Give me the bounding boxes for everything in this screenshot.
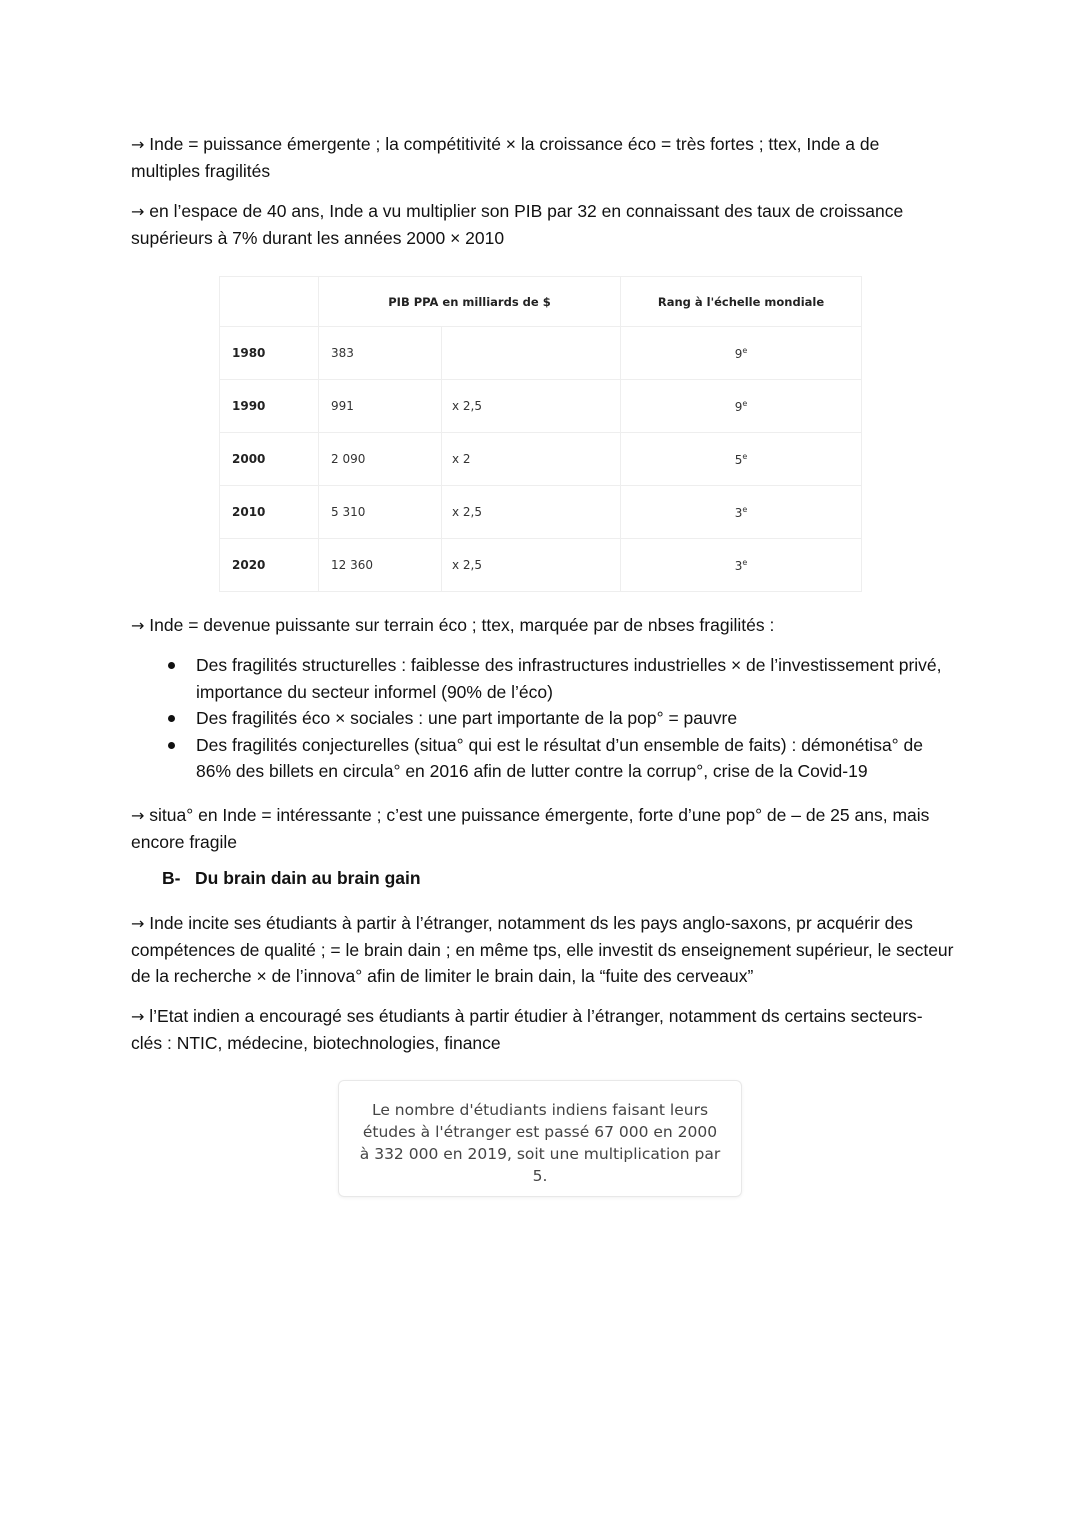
gdp-cell: 5 310 bbox=[319, 486, 442, 539]
section-title: Du brain dain au brain gain bbox=[195, 868, 421, 888]
table-header-empty bbox=[220, 277, 319, 327]
rank-number: 9 bbox=[734, 346, 743, 361]
paragraph-text: en l’espace de 40 ans, Inde a vu multiplier son PIB par 32 en connaissant des taux de croissance supérieurs à 7% durant les années 2000 × 2010 bbox=[131, 201, 904, 248]
arrow-icon: → bbox=[131, 1007, 145, 1026]
table-header-row bbox=[220, 277, 862, 327]
arrow-icon: → bbox=[131, 135, 145, 154]
year-cell: 2020 bbox=[220, 539, 319, 592]
paragraph-brain-drain bbox=[131, 910, 961, 989]
rank-suffix: e bbox=[742, 557, 748, 567]
rank-number: 3 bbox=[734, 558, 743, 573]
table-header-gdp: PIB PPA en milliards de $ bbox=[319, 277, 621, 327]
list-item: Des fragilités conjecturelles (situa° qui est le résultat d’un ensemble de faits) : démonétisa° de 86% des billets en circula° en 2016 afin de lutter contre la corrup°, crise de la Covid-19 bbox=[131, 732, 951, 785]
rank-cell bbox=[621, 486, 862, 539]
year-cell: 2010 bbox=[220, 486, 319, 539]
year-cell: 1990 bbox=[220, 380, 319, 433]
arrow-icon: → bbox=[131, 914, 145, 933]
multiplier-cell: x 2,5 bbox=[442, 380, 621, 433]
rank-suffix: e bbox=[742, 398, 748, 408]
arrow-icon: → bbox=[131, 616, 145, 635]
gdp-cell: 12 360 bbox=[319, 539, 442, 592]
rank-number: 5 bbox=[734, 452, 743, 467]
rank-suffix: e bbox=[742, 504, 748, 514]
paragraph-text: l’Etat indien a encouragé ses étudiants à partir étudier à l’étranger, notamment ds certains secteurs-clés : NTIC, médecine, biotechnologies, finance bbox=[131, 1006, 923, 1053]
rank-suffix: e bbox=[742, 451, 748, 461]
list-item: Des fragilités structurelles : faiblesse des infrastructures industrielles × de l’investissement privé, importance du secteur informel (90% de l’éco) bbox=[131, 652, 951, 705]
year-cell: 2000 bbox=[220, 433, 319, 486]
rank-cell bbox=[621, 380, 862, 433]
table-header-rank: Rang à l'échelle mondiale bbox=[621, 277, 862, 327]
paragraph-text: Inde = puissance émergente ; la compétitivité × la croissance éco = très fortes ; ttex, Inde a de multiples fragilités bbox=[131, 134, 880, 181]
table-row bbox=[220, 433, 862, 486]
table-row bbox=[220, 327, 862, 380]
rank-suffix: e bbox=[742, 345, 748, 355]
table-row bbox=[220, 539, 862, 592]
arrow-icon: → bbox=[131, 806, 145, 825]
student-stat-box: Le nombre d'étudiants indiens faisant leurs études à l'étranger est passé 67 000 en 2000 à 332 000 en 2019, soit une multiplication par 5. bbox=[338, 1080, 742, 1197]
multiplier-cell: x 2 bbox=[442, 433, 621, 486]
multiplier-cell: x 2,5 bbox=[442, 486, 621, 539]
paragraph-situation bbox=[131, 802, 951, 855]
paragraph-text: situa° en Inde = intéressante ; c’est une puissance émergente, forte d’une pop° de – de 25 ans, mais encore fragile bbox=[131, 805, 930, 852]
gdp-table bbox=[219, 276, 862, 592]
fragilities-list bbox=[131, 652, 951, 785]
paragraph-fragilities bbox=[131, 612, 951, 639]
list-item: Des fragilités éco × sociales : une part importante de la pop° = pauvre bbox=[131, 705, 951, 732]
multiplier-cell: x 2,5 bbox=[442, 539, 621, 592]
section-heading bbox=[162, 868, 421, 889]
paragraph-text: Inde incite ses étudiants à partir à l’étranger, notamment ds les pays anglo-saxons, pr acquérir des compétences de qualité ; = le brain dain ; en même tps, elle investit ds enseignement supérieur, le secteur de la recherche × de l’innova° afin de limiter le brain dain, la “fuite des cerveaux” bbox=[131, 913, 954, 986]
rank-number: 9 bbox=[734, 399, 743, 414]
paragraph-state bbox=[131, 1003, 951, 1056]
section-letter: B- bbox=[162, 868, 181, 888]
rank-cell bbox=[621, 539, 862, 592]
table-row bbox=[220, 380, 862, 433]
paragraph-intro bbox=[131, 131, 951, 184]
gdp-cell: 991 bbox=[319, 380, 442, 433]
arrow-icon: → bbox=[131, 202, 145, 221]
year-cell: 1980 bbox=[220, 327, 319, 380]
rank-cell bbox=[621, 433, 862, 486]
table-row bbox=[220, 486, 862, 539]
gdp-cell: 2 090 bbox=[319, 433, 442, 486]
paragraph-text: Inde = devenue puissante sur terrain éco ; ttex, marquée par de nbses fragilités : bbox=[149, 615, 775, 635]
multiplier-cell bbox=[442, 327, 621, 380]
paragraph-growth bbox=[131, 198, 951, 251]
rank-cell bbox=[621, 327, 862, 380]
rank-number: 3 bbox=[734, 505, 743, 520]
gdp-cell: 383 bbox=[319, 327, 442, 380]
